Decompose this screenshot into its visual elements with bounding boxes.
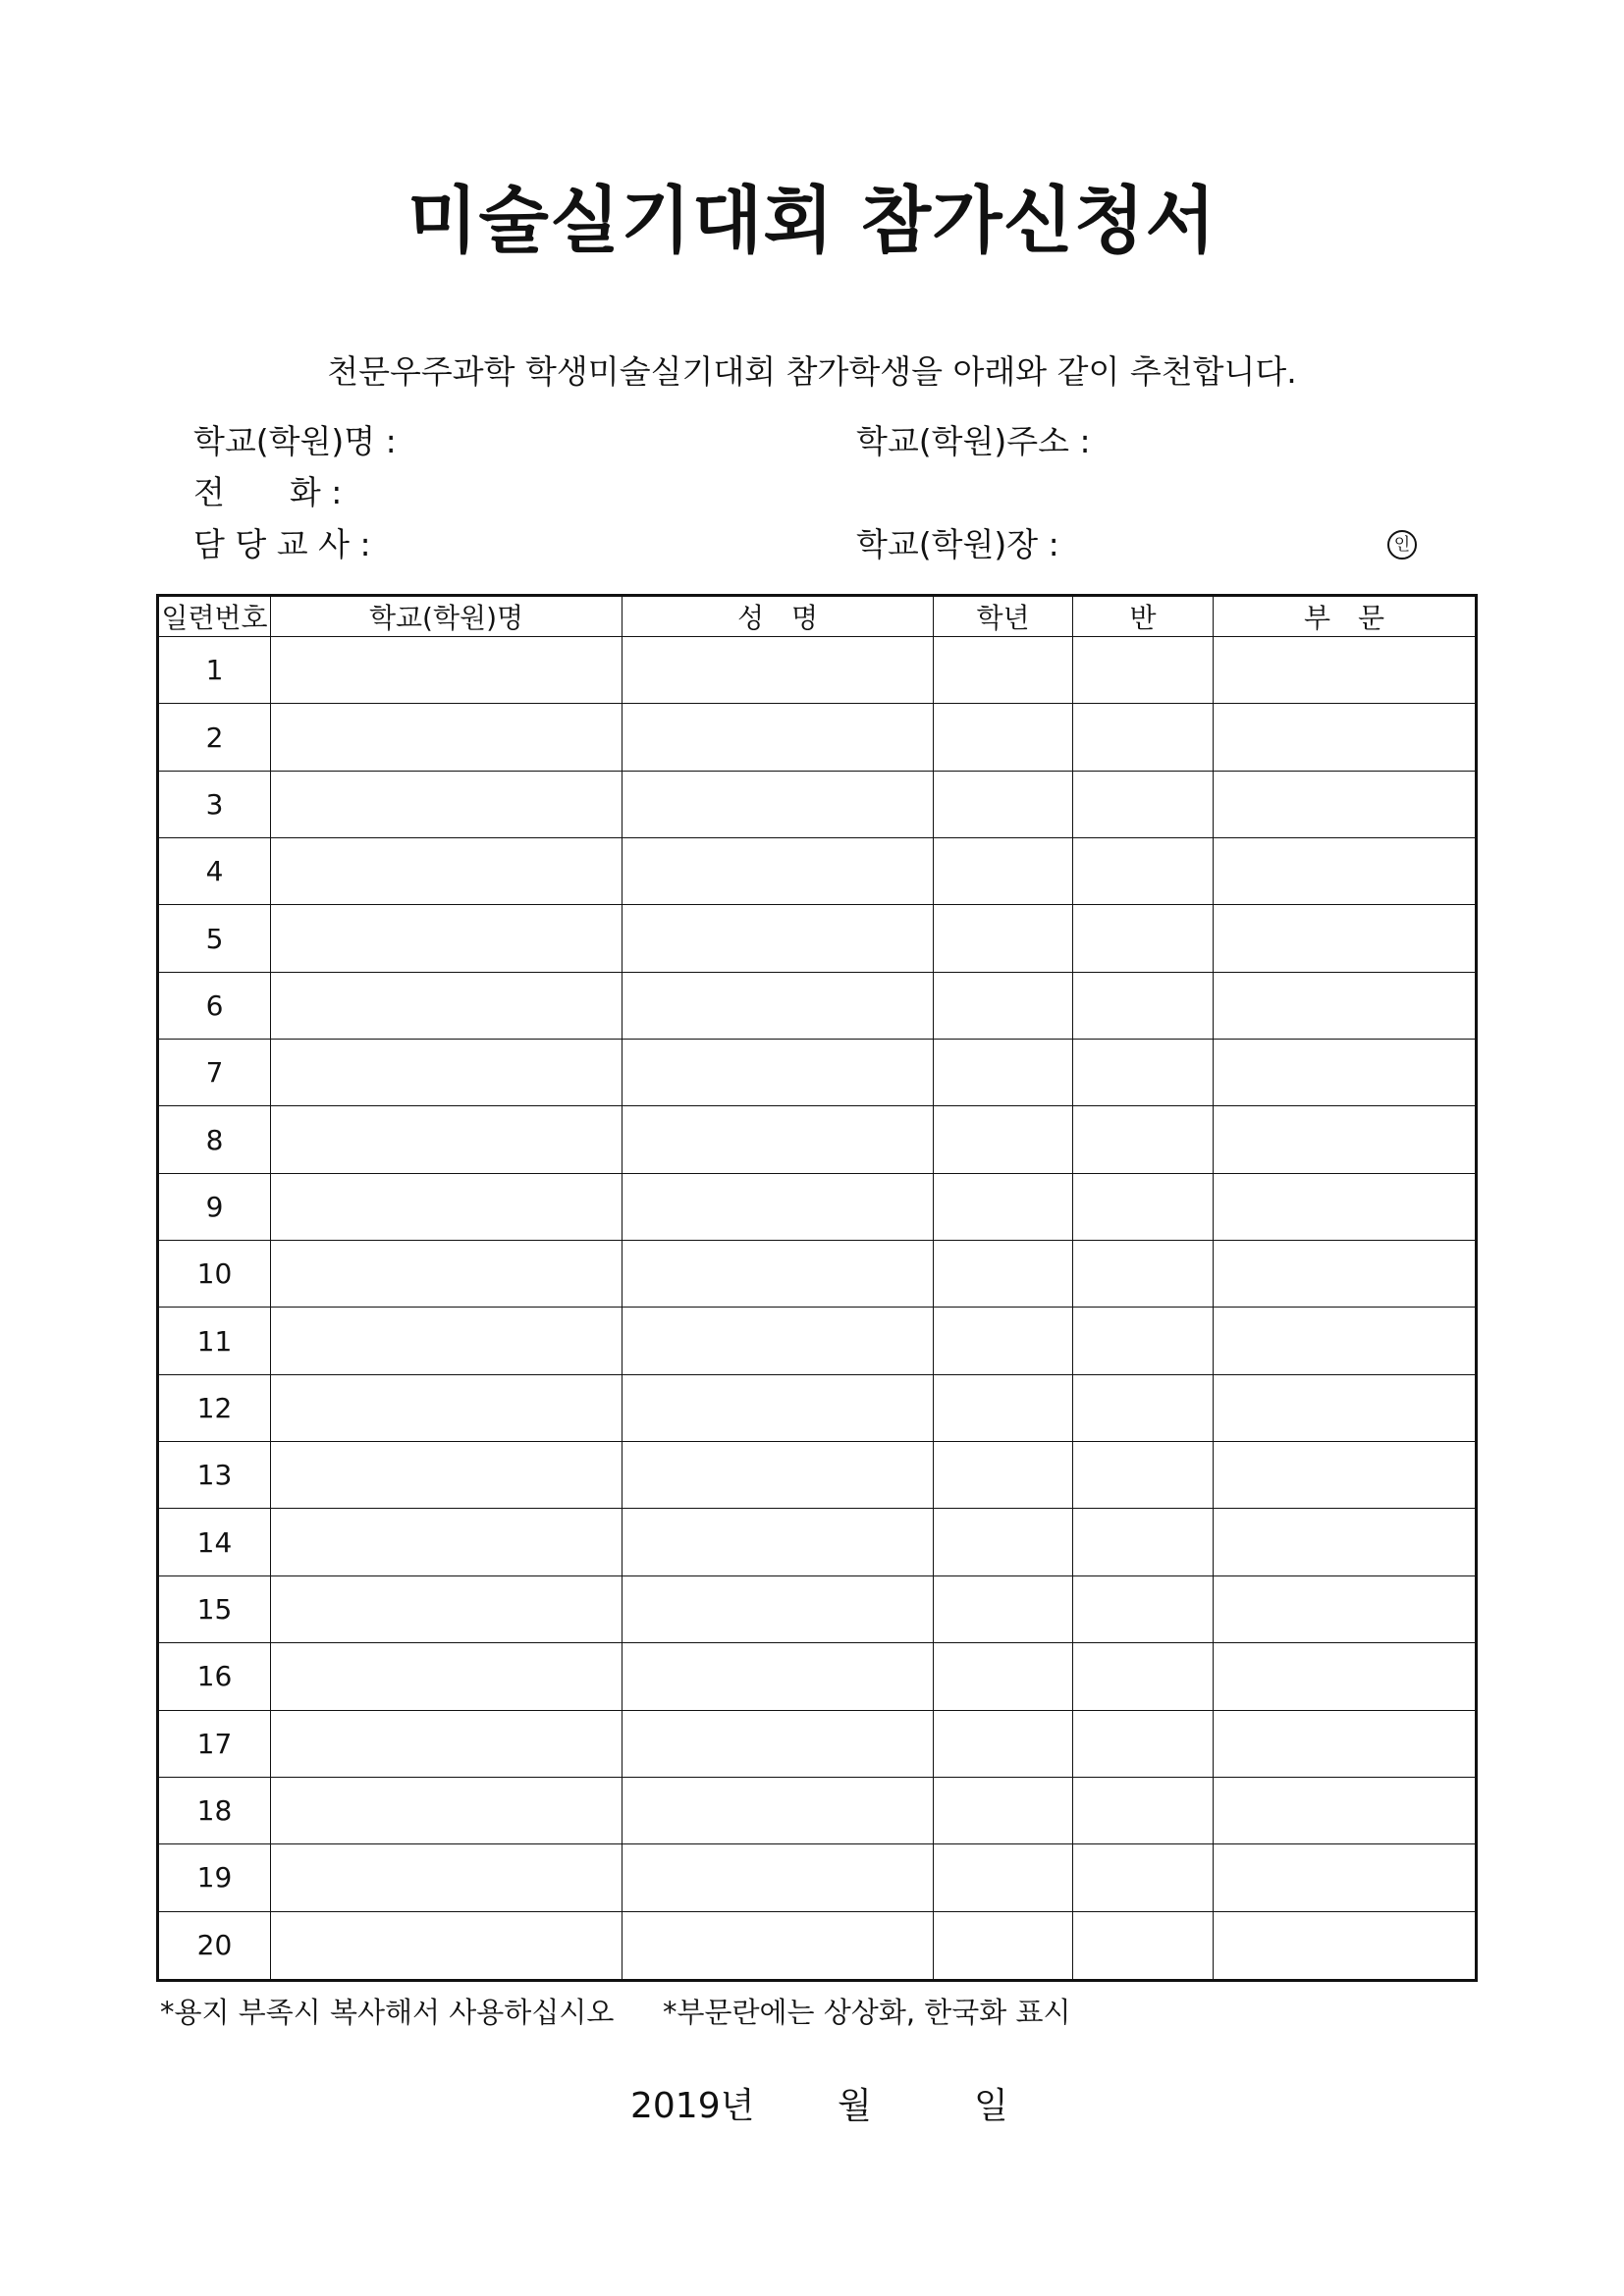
entry-cell[interactable] xyxy=(623,1442,934,1509)
entry-cell[interactable] xyxy=(1073,1710,1214,1777)
row-number-cell: 19 xyxy=(158,1844,271,1911)
entry-cell[interactable] xyxy=(934,1643,1073,1710)
entry-cell[interactable] xyxy=(1214,1442,1477,1509)
entry-cell[interactable] xyxy=(1073,905,1214,972)
entry-cell[interactable] xyxy=(271,1710,623,1777)
row-number-cell: 12 xyxy=(158,1374,271,1441)
table-row xyxy=(158,771,1477,837)
entry-cell[interactable] xyxy=(271,637,623,704)
entry-cell[interactable] xyxy=(271,1173,623,1240)
table-row xyxy=(158,637,1477,704)
entry-cell[interactable] xyxy=(934,1173,1073,1240)
entry-cell[interactable] xyxy=(623,1374,934,1441)
entry-cell[interactable] xyxy=(271,704,623,771)
entry-cell[interactable] xyxy=(623,838,934,905)
entry-cell[interactable] xyxy=(934,1308,1073,1374)
table-row xyxy=(158,1040,1477,1106)
entry-cell[interactable] xyxy=(623,1173,934,1240)
entry-cell[interactable] xyxy=(1073,1106,1214,1173)
phone-label: 전 화 : xyxy=(193,473,343,511)
entry-cell[interactable] xyxy=(271,1575,623,1642)
entry-cell[interactable] xyxy=(1073,1643,1214,1710)
entry-cell[interactable] xyxy=(1073,704,1214,771)
table-row xyxy=(158,1710,1477,1777)
entry-cell[interactable] xyxy=(1214,637,1477,704)
form-title: 미술실기대회 참가신청서 xyxy=(406,179,1218,263)
entry-cell[interactable] xyxy=(623,1575,934,1642)
entry-cell[interactable] xyxy=(934,637,1073,704)
row-number-cell: 20 xyxy=(158,1911,271,1980)
entry-cell[interactable] xyxy=(271,905,623,972)
table-body xyxy=(158,637,1477,1981)
column-header: 성 명 xyxy=(623,596,934,637)
row-number-cell: 18 xyxy=(158,1777,271,1843)
entry-cell[interactable] xyxy=(271,1911,623,1980)
row-number-cell: 16 xyxy=(158,1643,271,1710)
school-name-label: 학교(학원)명 : xyxy=(193,422,397,460)
entry-cell[interactable] xyxy=(271,838,623,905)
entry-cell[interactable] xyxy=(934,838,1073,905)
teacher-label: 담 당 교 사 : xyxy=(193,525,371,563)
table-row xyxy=(158,1241,1477,1308)
entry-cell[interactable] xyxy=(934,1575,1073,1642)
entry-cell[interactable] xyxy=(623,704,934,771)
entry-cell[interactable] xyxy=(623,1777,934,1843)
entry-cell[interactable] xyxy=(1214,972,1477,1039)
row-number-cell: 7 xyxy=(158,1040,271,1106)
table-row xyxy=(158,1575,1477,1642)
entry-cell[interactable] xyxy=(271,972,623,1039)
table-row xyxy=(158,1509,1477,1575)
entry-cell[interactable] xyxy=(1214,1308,1477,1374)
entry-cell[interactable] xyxy=(1214,1777,1477,1843)
table-row xyxy=(158,1643,1477,1710)
row-number-cell: 10 xyxy=(158,1241,271,1308)
table-row xyxy=(158,1844,1477,1911)
row-number-cell: 17 xyxy=(158,1710,271,1777)
column-header: 반 xyxy=(1073,596,1214,637)
entry-cell[interactable] xyxy=(271,1509,623,1575)
entry-cell[interactable] xyxy=(1214,771,1477,837)
row-number-cell: 4 xyxy=(158,838,271,905)
entry-cell[interactable] xyxy=(934,1710,1073,1777)
entry-cell[interactable] xyxy=(623,1710,934,1777)
table-row xyxy=(158,1374,1477,1441)
note-category: *부문란에는 상상화, 한국화 표시 xyxy=(663,1996,1071,2029)
entry-cell[interactable] xyxy=(1214,1575,1477,1642)
entry-cell[interactable] xyxy=(623,1844,934,1911)
entry-cell[interactable] xyxy=(1073,771,1214,837)
entry-cell[interactable] xyxy=(1214,1509,1477,1575)
entry-cell[interactable] xyxy=(271,1374,623,1441)
entry-cell[interactable] xyxy=(1214,1710,1477,1777)
entry-cell[interactable] xyxy=(934,1509,1073,1575)
entry-cell[interactable] xyxy=(1214,1844,1477,1911)
entry-cell[interactable] xyxy=(1073,637,1214,704)
entry-cell[interactable] xyxy=(1073,1844,1214,1911)
entry-cell[interactable] xyxy=(1214,1241,1477,1308)
entry-cell[interactable] xyxy=(1073,1374,1214,1441)
row-number-cell: 9 xyxy=(158,1173,271,1240)
entry-cell[interactable] xyxy=(271,1040,623,1106)
entry-cell[interactable] xyxy=(271,1777,623,1843)
table-header-row xyxy=(158,596,1477,637)
entry-cell[interactable] xyxy=(934,1911,1073,1980)
entry-cell[interactable] xyxy=(1214,1173,1477,1240)
entry-cell[interactable] xyxy=(1214,838,1477,905)
entry-cell[interactable] xyxy=(623,1241,934,1308)
intro-sentence: 천문우주과학 학생미술실기대회 참가학생을 아래와 같이 추천합니다. xyxy=(327,352,1297,391)
table-row xyxy=(158,1308,1477,1374)
row-number-cell: 5 xyxy=(158,905,271,972)
entry-cell[interactable] xyxy=(271,1442,623,1509)
note-copy-paper: *용지 부족시 복사해서 사용하십시오 xyxy=(160,1996,615,2029)
column-header: 학년 xyxy=(934,596,1073,637)
entry-cell[interactable] xyxy=(934,704,1073,771)
entry-cell[interactable] xyxy=(1073,1442,1214,1509)
table-row xyxy=(158,704,1477,771)
entry-cell[interactable] xyxy=(934,1442,1073,1509)
date-day: 일 xyxy=(974,2086,1008,2126)
entry-cell[interactable] xyxy=(623,972,934,1039)
entry-cell[interactable] xyxy=(1073,1575,1214,1642)
entry-cell[interactable] xyxy=(623,771,934,837)
entry-cell[interactable] xyxy=(623,1911,934,1980)
entry-cell[interactable] xyxy=(271,1308,623,1374)
entry-cell[interactable] xyxy=(623,905,934,972)
row-number-cell: 14 xyxy=(158,1509,271,1575)
entry-cell[interactable] xyxy=(271,1643,623,1710)
entry-cell[interactable] xyxy=(623,1040,934,1106)
participant-table xyxy=(156,594,1478,1982)
entry-cell[interactable] xyxy=(1073,972,1214,1039)
entry-cell[interactable] xyxy=(1073,1308,1214,1374)
entry-cell[interactable] xyxy=(623,1308,934,1374)
entry-cell[interactable] xyxy=(1214,1374,1477,1441)
entry-cell[interactable] xyxy=(934,1777,1073,1843)
entry-cell[interactable] xyxy=(623,1643,934,1710)
table-row xyxy=(158,905,1477,972)
entry-cell[interactable] xyxy=(934,1106,1073,1173)
row-number-cell: 2 xyxy=(158,704,271,771)
entry-cell[interactable] xyxy=(1214,1643,1477,1710)
date-year: 2019년 xyxy=(630,2086,755,2126)
table-row xyxy=(158,1173,1477,1240)
table-row xyxy=(158,1777,1477,1843)
entry-cell[interactable] xyxy=(623,1509,934,1575)
school-address-label: 학교(학원)주소 : xyxy=(856,422,1091,460)
row-number-cell: 8 xyxy=(158,1106,271,1173)
column-header: 일련번호 xyxy=(158,596,271,637)
seal-mark: 인 xyxy=(1387,530,1417,560)
row-number-cell: 13 xyxy=(158,1442,271,1509)
entry-cell[interactable] xyxy=(1214,1040,1477,1106)
table-row xyxy=(158,1106,1477,1173)
entry-cell[interactable] xyxy=(271,1106,623,1173)
entry-cell[interactable] xyxy=(934,1040,1073,1106)
entry-cell[interactable] xyxy=(1073,1241,1214,1308)
table-row xyxy=(158,838,1477,905)
entry-cell[interactable] xyxy=(934,771,1073,837)
entry-cell[interactable] xyxy=(1073,1777,1214,1843)
entry-cell[interactable] xyxy=(1073,1173,1214,1240)
entry-cell[interactable] xyxy=(934,1844,1073,1911)
entry-cell[interactable] xyxy=(1214,704,1477,771)
entry-cell[interactable] xyxy=(623,1106,934,1173)
entry-cell[interactable] xyxy=(1073,1911,1214,1980)
principal-label: 학교(학원)장 : xyxy=(856,525,1059,563)
table-row xyxy=(158,1911,1477,1980)
entry-cell[interactable] xyxy=(271,1844,623,1911)
entry-cell[interactable] xyxy=(1073,1509,1214,1575)
row-number-cell: 11 xyxy=(158,1308,271,1374)
row-number-cell: 15 xyxy=(158,1575,271,1642)
entry-cell[interactable] xyxy=(934,905,1073,972)
entry-cell[interactable] xyxy=(1214,1911,1477,1980)
entry-cell[interactable] xyxy=(1214,905,1477,972)
row-number-cell: 6 xyxy=(158,972,271,1039)
entry-cell[interactable] xyxy=(623,637,934,704)
row-number-cell: 3 xyxy=(158,771,271,837)
entry-cell[interactable] xyxy=(271,771,623,837)
table-row xyxy=(158,972,1477,1039)
entry-cell[interactable] xyxy=(1073,1040,1214,1106)
entry-cell[interactable] xyxy=(934,972,1073,1039)
date-month: 월 xyxy=(838,2086,872,2126)
entry-cell[interactable] xyxy=(271,1241,623,1308)
column-header: 학교(학원)명 xyxy=(271,596,623,637)
entry-cell[interactable] xyxy=(934,1374,1073,1441)
entry-cell[interactable] xyxy=(1214,1106,1477,1173)
entry-cell[interactable] xyxy=(1073,838,1214,905)
column-header: 부 문 xyxy=(1214,596,1477,637)
row-number-cell: 1 xyxy=(158,637,271,704)
entry-cell[interactable] xyxy=(934,1241,1073,1308)
table-row xyxy=(158,1442,1477,1509)
